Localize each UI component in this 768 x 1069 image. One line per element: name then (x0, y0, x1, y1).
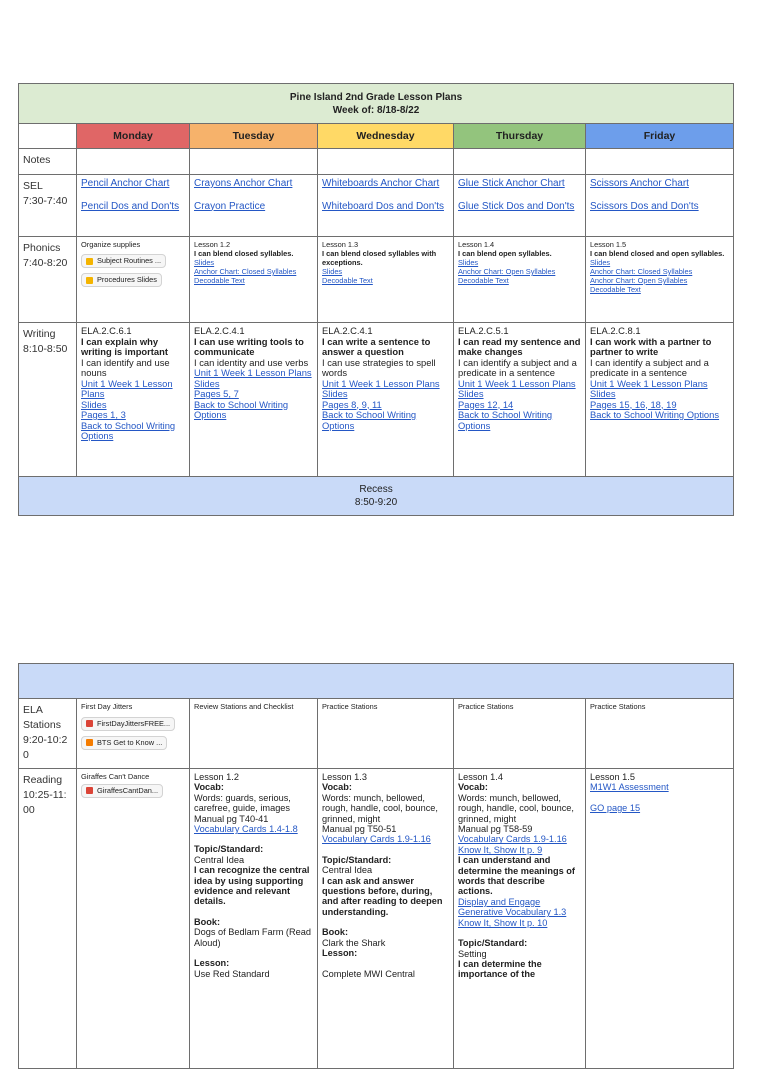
learning-goal: I can determine the importance of the (458, 958, 542, 980)
learning-goal: I can blend closed syllables with exceptions. (322, 249, 437, 267)
writing-friday (586, 323, 734, 477)
link[interactable]: Slides (458, 258, 479, 267)
row-label-reading: Reading 10:25-11: 00 (19, 769, 77, 1069)
slides-icon (86, 739, 93, 746)
phonics-tuesday (190, 237, 318, 323)
pdf-icon (86, 787, 93, 794)
recess-label: Recess (359, 484, 393, 495)
file-chip[interactable] (81, 784, 163, 798)
link[interactable]: Scissors Anchor Chart (590, 178, 689, 189)
topic-label: Topic/Standard: (322, 854, 392, 865)
topic-label: Topic/Standard: (194, 844, 264, 855)
manual-pages: Manual pg T50-51 (322, 824, 397, 835)
link[interactable]: Unit 1 Week 1 Lesson Plans (81, 377, 173, 399)
phonics-friday (586, 237, 734, 323)
header-wednesday: Wednesday (318, 124, 454, 149)
sel-cell (454, 175, 586, 237)
link[interactable]: Pages 5, 7 (194, 388, 239, 399)
link[interactable]: Back to School Writing Options (81, 419, 176, 441)
stations-tuesday: Review Stations and Checklist (190, 699, 318, 769)
sel-cell (586, 175, 734, 237)
link[interactable]: Vocabulary Cards 1.4-1.8 (194, 824, 298, 835)
vocab-words: Words: munch, bellowed, rough, handle, cool, bounce, grinned, might (458, 792, 574, 824)
notes-cell[interactable] (77, 149, 190, 175)
book-title: Dogs of Bedlam Farm (Read Aloud) (194, 927, 311, 948)
link[interactable]: Pages 1, 3 (81, 409, 126, 420)
link[interactable]: Anchor Chart: Open Syllables (458, 267, 556, 276)
book-label: Book: (194, 916, 221, 927)
cell-text: First Day Jitters (81, 702, 133, 711)
link[interactable]: Slides (322, 388, 348, 399)
topic: Central Idea (322, 865, 373, 876)
writing-thursday (454, 323, 586, 477)
learning-goal: I can blend open syllables. (458, 249, 552, 258)
book-title: Clark the Shark (322, 937, 386, 948)
learning-goal: I can work with a partner to partner to write (590, 335, 712, 357)
link[interactable]: Anchor Chart: Closed Syllables (590, 267, 693, 276)
vocab-label: Vocab: (194, 782, 224, 793)
sel-cell (318, 175, 454, 237)
link[interactable]: Slides (590, 258, 611, 267)
lesson-label: Lesson: (322, 948, 358, 959)
cell-text: I can identify and use nouns (81, 356, 170, 378)
link[interactable]: Display and Engage (458, 896, 541, 907)
standard-code: ELA.2.C.6.1 (81, 325, 132, 336)
lesson-number: Lesson 1.4 (458, 772, 503, 782)
link[interactable]: Know It, Show It p. 9 (458, 844, 543, 855)
learning-goal: I can write a sentence to answer a question (322, 335, 431, 357)
notes-cell[interactable] (586, 149, 734, 175)
standard-code: ELA.2.C.4.1 (194, 325, 245, 336)
phonics-monday (77, 237, 190, 323)
lesson-number: Lesson 1.2 (194, 772, 239, 782)
lesson-label: Lesson: (194, 958, 230, 969)
pdf-icon (86, 720, 93, 727)
link[interactable]: Anchor Chart: Open Syllables (590, 276, 688, 285)
topic: Central Idea (194, 854, 245, 865)
lesson-number: Lesson 1.5 (590, 772, 635, 782)
learning-goal: I can use writing tools to communicate (194, 335, 304, 357)
file-chip[interactable] (81, 717, 175, 731)
link[interactable]: Vocabulary Cards 1.9-1.16 (458, 834, 567, 845)
slides-icon (86, 258, 93, 265)
table-header-band (19, 664, 734, 699)
link[interactable]: Generative Vocabulary 1.3 (458, 907, 567, 918)
writing-wednesday (318, 323, 454, 477)
writing-tuesday (190, 323, 318, 477)
lesson-number: Lesson 1.3 (322, 772, 367, 782)
chip-label: GiraffesCantDan... (97, 785, 159, 795)
manual-pages: Manual pg T40-41 (194, 813, 269, 824)
vocab-words: Words: munch, bellowed, rough, handle, cool, bounce, grinned, might (322, 792, 438, 824)
link[interactable]: Unit 1 Week 1 Lesson Plans (322, 377, 440, 389)
notes-cell[interactable] (454, 149, 586, 175)
link[interactable]: Back to School Writing Options (590, 409, 720, 420)
phonics-wednesday (318, 237, 454, 323)
link[interactable]: Decodable Text (590, 285, 641, 294)
cell-text: I can identity and use verbs (194, 356, 309, 368)
plan-title: Pine Island 2nd Grade Lesson Plans (289, 92, 463, 103)
stations-friday: Practice Stations (586, 699, 734, 769)
writing-monday (77, 323, 190, 477)
lesson-text: Complete MWI Central (322, 968, 415, 979)
link[interactable]: Vocabulary Cards 1.9-1.16 (322, 834, 431, 845)
topic-label: Topic/Standard: (458, 938, 528, 949)
phonics-thursday (454, 237, 586, 323)
stations-monday (77, 699, 190, 769)
cell-text: Organize supplies (81, 240, 141, 249)
manual-pages: Manual pg T58-59 (458, 824, 533, 835)
lesson-number: Lesson 1.2 (194, 240, 231, 249)
link[interactable]: Slides (590, 388, 616, 399)
learning-goal: I can understand and determine the meanings of words that describe actions. (458, 855, 575, 897)
link[interactable]: Back to School Writing Options (194, 398, 289, 420)
cell-text: I can identify a subject and a predicate in a sentence (590, 356, 709, 378)
link[interactable]: Pages 12, 14 (458, 398, 514, 410)
link[interactable]: Back to School Writing Options (458, 409, 553, 431)
link[interactable]: Decodable Text (194, 276, 245, 285)
link[interactable]: Pencil Dos and Don'ts (81, 200, 180, 212)
link[interactable]: Unit 1 Week 1 Lesson Plans (194, 367, 312, 378)
learning-goal: I can blend closed and open syllables. (590, 249, 725, 258)
header-friday: Friday (586, 124, 734, 149)
lesson-number: Lesson 1.4 (458, 240, 495, 249)
chip-label: Procedures Slides (97, 275, 157, 284)
cell-text: Giraffes Can't Dance (81, 772, 150, 781)
link[interactable]: Scissors Dos and Don'ts (590, 200, 699, 212)
chip-label: FirstDayJittersFREE... (97, 718, 171, 728)
chip-label: Subject Routines ... (97, 256, 162, 265)
recess-row (19, 477, 734, 516)
recess-time: 8:50-9:20 (354, 497, 398, 508)
link[interactable]: Slides (322, 267, 343, 276)
learning-goal: I can ask and answer questions before, during, and after reading to deepen understanding. (322, 875, 443, 917)
row-label-ela-stations: ELA Stations 9:20-10:2 0 (19, 699, 77, 769)
lesson-plan-table-continued (18, 663, 734, 1069)
row-label-notes: Notes (19, 149, 77, 175)
standard-code: ELA.2.C.5.1 (458, 325, 509, 336)
link[interactable]: Slides (458, 388, 484, 399)
link[interactable]: Anchor Chart: Closed Syllables (194, 267, 297, 276)
learning-goal: I can recognize the central idea by using supporting evidence and relevant details. (194, 865, 310, 907)
vocab-label: Vocab: (458, 782, 488, 793)
file-chip[interactable] (81, 273, 162, 287)
stations-thursday: Practice Stations (454, 699, 586, 769)
standard-code: ELA.2.C.8.1 (590, 325, 641, 336)
book-label: Book: (322, 927, 349, 938)
learning-goal: I can explain why writing is important (81, 335, 168, 357)
link[interactable]: Whiteboard Dos and Don'ts (322, 200, 444, 212)
cell-text: I can use strategies to spell words (322, 356, 436, 378)
stations-wednesday: Practice Stations (318, 699, 454, 769)
link[interactable]: Decodable Text (322, 276, 373, 285)
link[interactable]: Know It, Show It p. 10 (458, 917, 548, 928)
header-thursday: Thursday (454, 124, 586, 149)
standard-code: ELA.2.C.4.1 (322, 325, 373, 336)
chip-label: BTS Get to Know ... (97, 737, 163, 747)
topic: Setting (458, 948, 487, 959)
link[interactable]: Crayons Anchor Chart (194, 178, 293, 189)
slides-icon (86, 277, 93, 284)
link[interactable]: Decodable Text (458, 276, 509, 285)
corner-cell (19, 124, 77, 149)
link[interactable]: Glue Stick Dos and Don'ts (458, 200, 575, 212)
link[interactable]: Whiteboards Anchor Chart (322, 178, 440, 189)
vocab-words: Words: guards, serious, carefree, guide, images (194, 792, 291, 814)
week-label: Week of: 8/18-8/22 (332, 105, 420, 116)
sel-cell (77, 175, 190, 237)
sel-cell (190, 175, 318, 237)
row-label-sel: SEL 7:30-7:40 (19, 175, 77, 237)
link[interactable]: GO page 15 (590, 802, 641, 813)
notes-cell[interactable] (190, 149, 318, 175)
lesson-number: Lesson 1.3 (322, 240, 359, 249)
lesson-text: Use Red Standard (194, 968, 270, 979)
table-title (19, 84, 734, 124)
lesson-plan-table (18, 83, 734, 516)
link[interactable]: Pages 8, 9, 11 (322, 398, 382, 410)
link[interactable]: Pencil Anchor Chart (81, 178, 170, 189)
header-tuesday: Tuesday (190, 124, 318, 149)
notes-cell[interactable] (318, 149, 454, 175)
link[interactable]: Slides (81, 398, 107, 410)
learning-goal: I can read my sentence and make changes (458, 335, 581, 357)
link[interactable]: Back to School Writing Options (322, 409, 417, 431)
vocab-label: Vocab: (322, 782, 352, 793)
learning-goal: I can blend closed syllables. (194, 249, 294, 258)
cell-text: I can identify a subject and a predicate in a sentence (458, 356, 577, 378)
link[interactable]: Slides (194, 377, 220, 389)
lesson-number: Lesson 1.5 (590, 240, 627, 249)
link[interactable]: Pages 15, 16, 18, 19 (590, 398, 677, 410)
file-chip[interactable] (81, 254, 166, 268)
file-chip[interactable] (81, 736, 167, 750)
link[interactable]: Slides (194, 258, 215, 267)
link[interactable]: Glue Stick Anchor Chart (458, 178, 565, 189)
header-monday: Monday (77, 124, 190, 149)
link[interactable]: Unit 1 Week 1 Lesson Plans (458, 377, 576, 389)
link[interactable]: Crayon Practice (194, 200, 266, 212)
row-label-phonics: Phonics 7:40-8:20 (19, 237, 77, 323)
row-label-writing: Writing 8:10-8:50 (19, 323, 77, 477)
link[interactable]: M1W1 Assessment (590, 782, 669, 793)
link[interactable]: Unit 1 Week 1 Lesson Plans (590, 377, 708, 389)
